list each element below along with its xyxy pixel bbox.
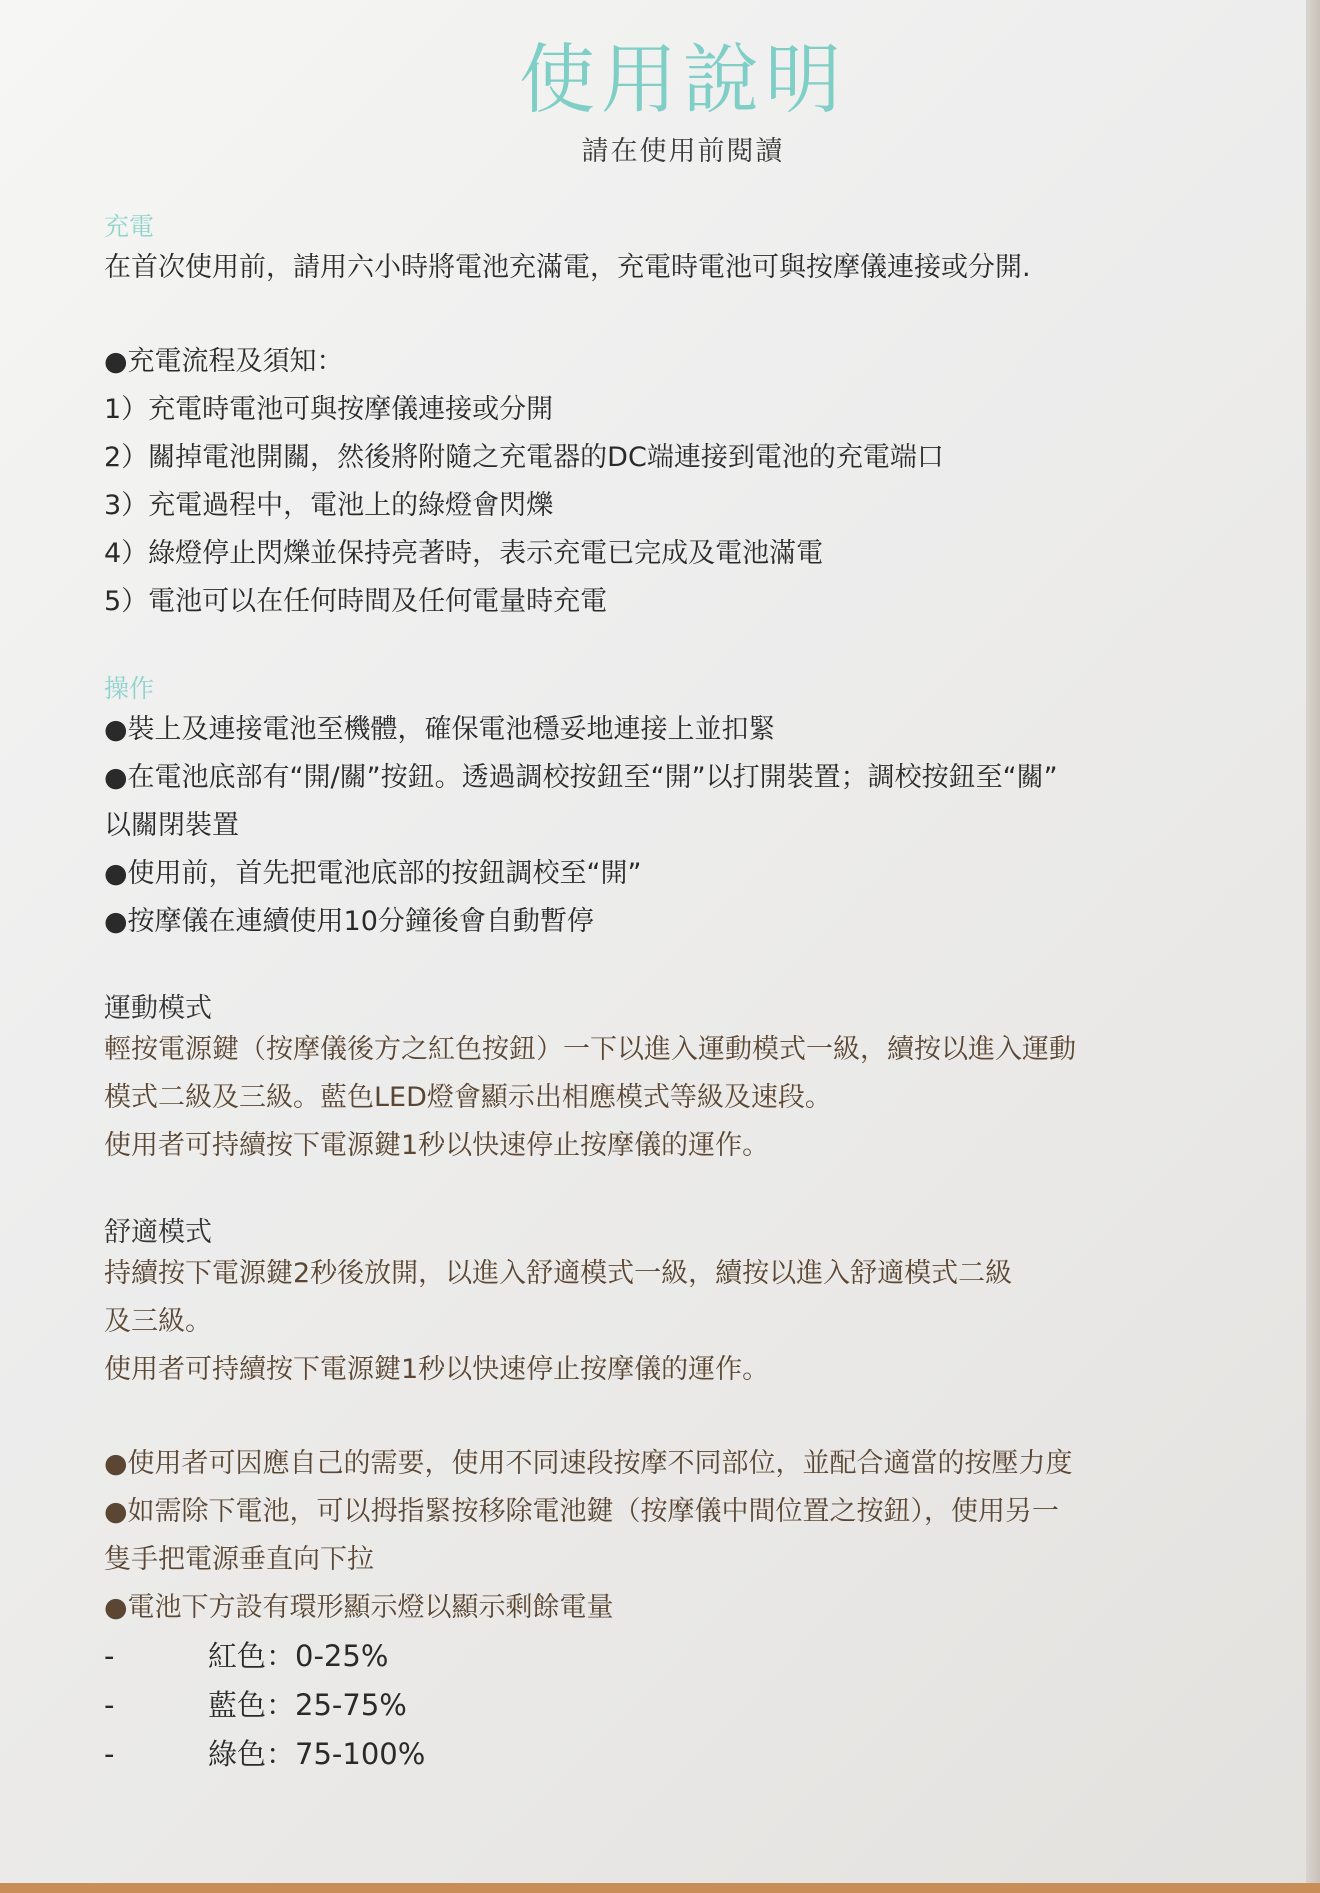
operation-line: ●在電池底部有“開/關”按鈕。透過調校按鈕至“開”以打開裝置；調校按鈕至“關” (104, 762, 1058, 793)
battery-level-text: 藍色：25-75% (208, 1688, 407, 1722)
comfort-mode-line: 使用者可持續按下電源鍵1秒以快速停止按摩儀的運作。 (104, 1354, 770, 1385)
paper-edge-right (1306, 0, 1320, 1893)
charging-step: 4）綠燈停止閃爍並保持亮著時，表示充電已完成及電池滿電 (104, 538, 824, 569)
section-heading-comfort-mode: 舒適模式 (104, 1217, 212, 1248)
sport-mode-line: 模式二級及三級。藍色LED燈會顯示出相應模式等級及速段。 (104, 1082, 832, 1113)
section-heading-operation: 操作 (104, 674, 155, 703)
charging-step: 3）充電過程中，電池上的綠燈會閃爍 (104, 490, 554, 521)
paper-edge-bottom (0, 1883, 1320, 1893)
operation-line: ●使用前，首先把電池底部的按鈕調校至“開” (104, 858, 642, 889)
note-line: 隻手把電源垂直向下拉 (104, 1544, 374, 1575)
battery-level-text: 紅色：0-25% (208, 1639, 389, 1673)
list-dash: - (104, 1737, 115, 1771)
section-heading-sport-mode: 運動模式 (104, 993, 212, 1024)
battery-level-red (104, 1632, 1262, 1681)
comfort-mode-line: 持續按下電源鍵2秒後放開，以進入舒適模式一級，續按以進入舒適模式二級 (104, 1258, 1013, 1289)
list-dash: - (104, 1639, 115, 1673)
charging-process-heading: ●充電流程及須知： (104, 346, 344, 377)
section-heading-charging: 充電 (104, 212, 155, 241)
charging-step: 1）充電時電池可與按摩儀連接或分開 (104, 394, 554, 425)
battery-level-text: 綠色：75-100% (208, 1737, 426, 1771)
battery-level-blue (104, 1681, 1262, 1730)
note-line: ●電池下方設有環形顯示燈以顯示剩餘電量 (104, 1592, 614, 1623)
battery-level-green (104, 1730, 1262, 1779)
sport-mode-line: 輕按電源鍵（按摩儀後方之紅色按鈕）一下以進入運動模式一級，續按以進入運動 (104, 1034, 1076, 1065)
sport-mode-line: 使用者可持續按下電源鍵1秒以快速停止按摩儀的運作。 (104, 1130, 770, 1161)
charging-step: 2）關掉電池開關，然後將附隨之充電器的DC端連接到電池的充電端口 (104, 442, 944, 473)
page-title: 使用說明 (519, 35, 847, 124)
note-line: ●使用者可因應自己的需要，使用不同速段按摩不同部位，並配合適當的按壓力度 (104, 1448, 1073, 1479)
operation-line: ●按摩儀在連續使用10分鐘後會自動暫停 (104, 906, 594, 937)
operation-line: ●裝上及連接電池至機體，確保電池穩妥地連接上並扣緊 (104, 714, 776, 745)
charging-step: 5）電池可以在任何時間及任何電量時充電 (104, 586, 608, 617)
comfort-mode-line: 及三級。 (104, 1306, 212, 1337)
charging-intro: 在首次使用前，請用六小時將電池充滿電，充電時電池可與按摩儀連接或分開. (104, 252, 1031, 283)
page-subtitle: 請在使用前閱讀 (581, 136, 785, 167)
operation-line: 以關閉裝置 (104, 810, 239, 841)
list-dash: - (104, 1688, 115, 1722)
note-line: ●如需除下電池，可以拇指緊按移除電池鍵（按摩儀中間位置之按鈕），使用另一 (104, 1496, 1060, 1527)
